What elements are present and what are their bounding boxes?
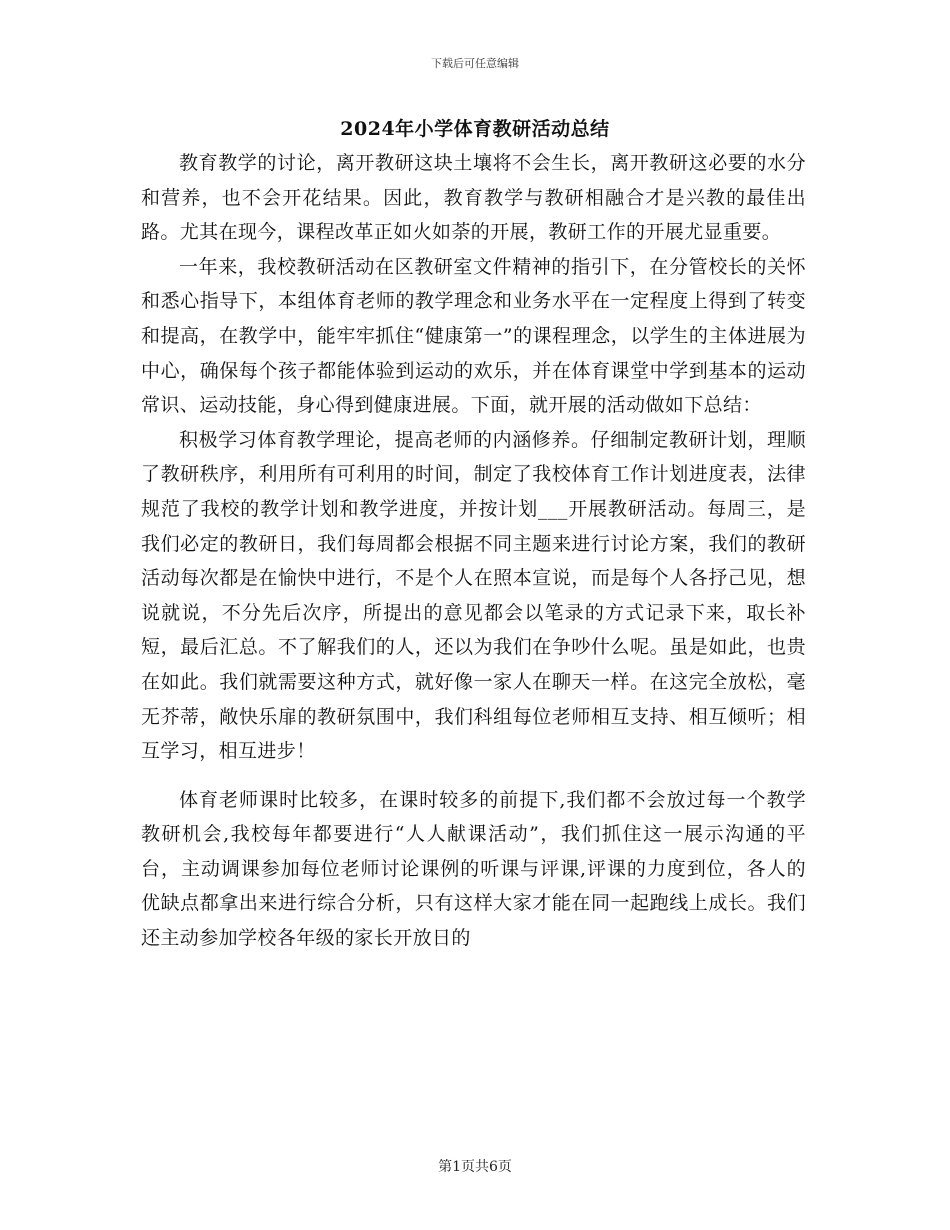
document-body bbox=[141, 146, 806, 956]
page-number: 第1页共6页 bbox=[438, 1159, 512, 1175]
paragraph-theory-study: 积极学习体育教学理论，提高老师的内涵修养。仔细制定教研计划，理顺了教研秩序，利用所有可利用的时间，制定了我校体育工作计划进度表，法律规范了我校的教学计划和教学进度，并按计划___开展教研活动。每周三，是我们必定的教研日，我们每周都会根据不同主题来进行讨论方案，我们的教研活动每次都是在愉快中进行，不是个人在照本宣说，而是每个人各抒己见，想说就说，不分先后次序，所提出的意见都会以笔录的方式记录下来，取长补短，最后汇总。不了解我们的人，还以为我们在争吵什么呢。虽是如此，也贵在如此。我们就需要这种方式，就好像一家人在聊天一样。在这完全放松，毫无芥蒂，敞快乐扉的教研氛围中，我们科组每位老师相互支持、相互倾听；相互学习，相互进步！ bbox=[141, 428, 806, 763]
document-title: 2024年小学体育教研活动总结 bbox=[340, 118, 610, 140]
paragraph-teaching-activities: 体育老师课时比较多，在课时较多的前提下,我们都不会放过每一个教学教研机会,我校每年都要进行“人人献课活动”，我们抓住这一展示沟通的平台，主动调课参加每位老师讨论课例的听课与评课,评课的力度到位，各人的优缺点都拿出来进行综合分析，只有这样大家才能在同一起跑线上成长。我们还主动参加学校各年级的家长开放日的 bbox=[141, 788, 806, 950]
header-note: 下载后可任意编辑 bbox=[431, 57, 519, 70]
paragraph-intro: 教育教学的讨论，离开教研这块土壤将不会生长，离开教研这必要的水分和营养，也不会开花结果。因此，教育教学与教研相融合才是兴教的最佳出路。尤其在现今，课程改革正如火如荼的开展，教研工作的开展尤显重要。 bbox=[141, 152, 806, 244]
paragraph-overview: 一年来，我校教研活动在区教研室文件精神的指引下，在分管校长的关怀和悉心指导下，本组体育老师的教学理念和业务水平在一定程度上得到了转变和提高，在教学中，能牢牢抓住“健康第一”的课程理念，以学生的主体进展为中心，确保每个孩子都能体验到运动的欢乐，并在体育课堂中学到基本的运动常识、运动技能，身心得到健康进展。下面，就开展的活动做如下总结： bbox=[141, 255, 806, 417]
